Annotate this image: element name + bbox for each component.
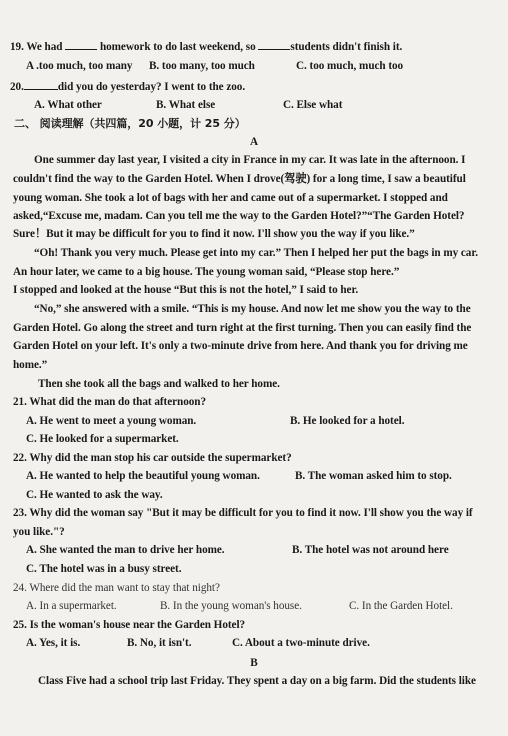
q23-option-a: A. She wanted the man to drive her home. xyxy=(26,544,225,556)
q19-stem-part-3: students didn't finish it. xyxy=(290,41,403,53)
passage-a-line-1: One summer day last year, I visited a city in France in my car. It was late in the afternoon. I xyxy=(34,154,466,166)
q20-option-b: B. What else xyxy=(156,99,216,111)
passage-a-line-5: Sure！But it may be difficult for you to find it now. I'll show you the way if you like.” xyxy=(13,228,415,240)
q21-stem: 21. What did the man do that afternoon? xyxy=(13,396,207,408)
q20-option-a: A. What other xyxy=(34,99,102,111)
q21-option-c: C. He looked for a supermarket. xyxy=(26,433,179,445)
passage-a-line-12: home.” xyxy=(13,359,48,371)
passage-b-line-1: Class Five had a school trip last Friday. They spent a day on a big farm. Did the students like xyxy=(38,675,476,687)
q25-option-c: C. About a two-minute drive. xyxy=(232,637,370,649)
q23-stem-line-1: 23. Why did the woman say "But it may be difficult for you to find it now. I'll show you the way if xyxy=(13,507,473,519)
passage-a-line-13: Then she took all the bags and walked to her home. xyxy=(38,378,280,390)
q23-option-b: B. The hotel was not around here xyxy=(292,544,449,556)
section-2-heading: 二、 阅读理解（共四篇，20 小题，计 25 分） xyxy=(14,117,246,130)
passage-a-line-9: “No,” she answered with a smile. “This is my house. And now let me show you the way to the xyxy=(34,303,471,315)
q19-blank-1 xyxy=(65,39,97,50)
passage-a-line-2: couldn't find the way to the Garden Hotel. When I drove(驾驶) for a long time, I saw a beautiful xyxy=(13,173,466,185)
q20-stem xyxy=(10,79,245,94)
q24-option-a: A. In a supermarket. xyxy=(26,600,117,612)
q25-option-a: A. Yes, it is. xyxy=(26,637,81,649)
passage-a-label: A xyxy=(249,136,259,148)
q22-option-b: B. The woman asked him to stop. xyxy=(295,470,452,482)
q21-option-b: B. He looked for a hotel. xyxy=(290,415,405,427)
passage-b-label: B xyxy=(250,657,258,669)
q19-option-c: C. too much, much too xyxy=(296,60,404,72)
q22-option-c: C. He wanted to ask the way. xyxy=(26,489,163,501)
q21-option-a: A. He went to meet a young woman. xyxy=(26,415,197,427)
q23-stem-line-2: you like."? xyxy=(13,526,65,538)
q24-option-c: C. In the Garden Hotel. xyxy=(349,600,453,612)
q22-stem: 22. Why did the man stop his car outside the supermarket? xyxy=(13,452,292,464)
q19-option-b: B. too many, too much xyxy=(149,60,255,72)
q19-option-a: A .too much, too many xyxy=(26,60,133,72)
passage-a-line-3: young woman. She took a lot of bags with her and came out of a supermarket. I stopped and xyxy=(13,192,448,204)
passage-a-line-4: asked,“Excuse me, madam. Can you tell me the way to the Garden Hotel?”“The Garden Hotel? xyxy=(13,210,465,222)
q20-blank xyxy=(24,79,58,90)
passage-a-line-8: I stopped and looked at the house “But this is not the hotel,” I said to her. xyxy=(13,284,359,296)
q20-stem-text: did you do yesterday? I went to the zoo. xyxy=(57,81,246,93)
passage-a-line-10: Garden Hotel. Go along the street and turn right at the first turning. Then you can easily find the xyxy=(13,322,472,334)
q19-stem xyxy=(10,39,402,54)
q19-stem-part-1: 19. We had xyxy=(10,41,66,53)
passage-a-line-11: Garden Hotel on your left. It's only a two-minute drive from here. And thank you for driving me xyxy=(13,340,468,352)
passage-a-line-7: An hour later, we came to a big house. The young woman said, “Please stop here.” xyxy=(13,266,400,278)
q19-blank-2 xyxy=(258,39,290,50)
q20-number: 20. xyxy=(10,81,24,93)
q25-stem: 25. Is the woman's house near the Garden Hotel? xyxy=(13,619,246,631)
q23-option-c: C. The hotel was in a busy street. xyxy=(26,563,182,575)
q20-option-c: C. Else what xyxy=(283,99,343,111)
q25-option-b: B. No, it isn't. xyxy=(127,637,192,649)
q24-stem: 24. Where did the man want to stay that night? xyxy=(13,582,220,594)
q19-stem-part-2: homework to do last weekend, so xyxy=(97,41,259,53)
q24-option-b: B. In the young woman's house. xyxy=(160,600,302,612)
passage-a-line-6: “Oh! Thank you very much. Please get into my car.” Then I helped her put the bags in my car. xyxy=(34,247,478,259)
q22-option-a: A. He wanted to help the beautiful young woman. xyxy=(26,470,260,482)
